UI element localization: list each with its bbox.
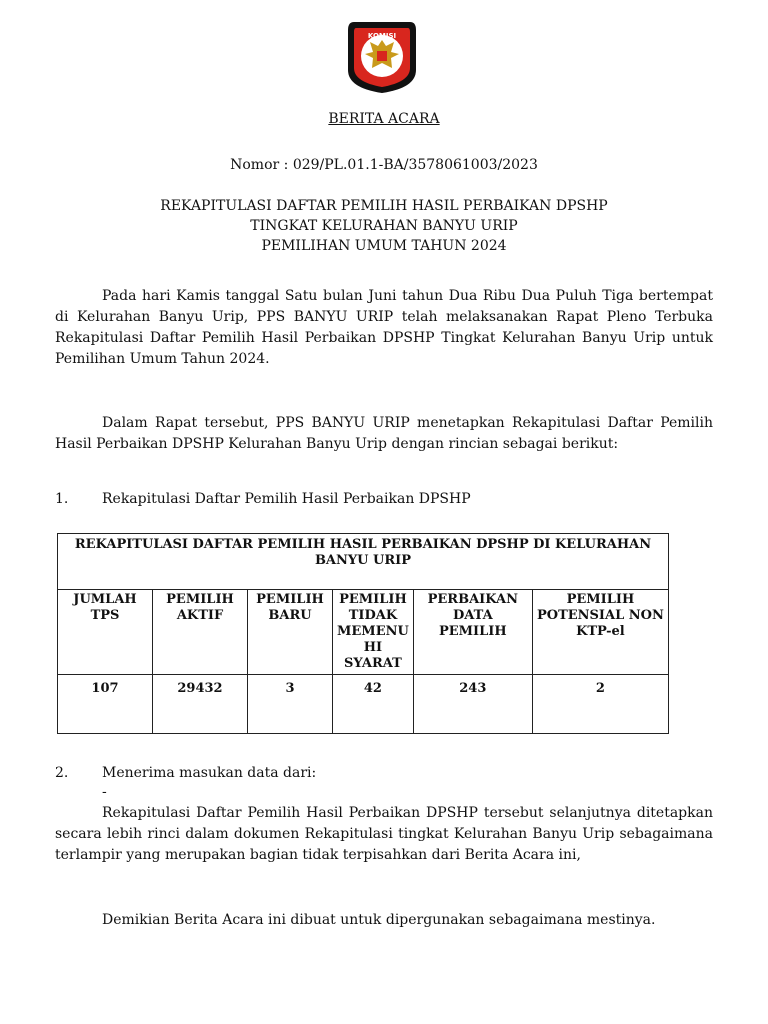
subtitle-line: REKAPITULASI DAFTAR PEMILIH HASIL PERBAIKAN DPSHP (160, 198, 608, 214)
header-pemilih-baru: PEMILIH BARU (248, 590, 333, 675)
value-perbaikan-data: 243 (413, 675, 532, 734)
determination-paragraph (55, 803, 713, 866)
value-jumlah-tps: 107 (58, 675, 153, 734)
list-item-2 (55, 765, 316, 781)
value-pemilih-aktif: 29432 (153, 675, 248, 734)
table-row (58, 675, 669, 734)
header-perbaikan-data: PERBAIKAN DATA PEMILIH (413, 590, 532, 675)
document-number: Nomor : 029/PL.01.1-BA/3578061003/2023 (230, 157, 538, 173)
paragraph-text: Rekapitulasi Daftar Pemilih Hasil Perbaikan DPSHP tersebut selanjutnya ditetapkan secara lebih rinci dalam dokumen Rekapitulasi tingkat Kelurahan Banyu Urip sebagaimana terlampir yang merupakan bagian tidak terpisahkan dari Berita Acara ini, (55, 805, 713, 863)
header-jumlah-tps: JUMLAH TPS (58, 590, 153, 675)
header-pemilih-aktif: PEMILIH AKTIF (153, 590, 248, 675)
svg-text:KOMISI: KOMISI (367, 32, 397, 40)
subtitle-line: TINGKAT KELURAHAN BANYU URIP (250, 218, 518, 234)
list-text: Menerima masukan data dari: (102, 765, 317, 781)
list-dash: - (102, 784, 107, 800)
paragraph-text: Dalam Rapat tersebut, PPS BANYU URIP menetapkan Rekapitulasi Daftar Pemilih Hasil Perbaikan DPSHP Kelurahan Banyu Urip dengan rincian sebagai berikut: (55, 415, 713, 452)
document-subtitle (0, 196, 768, 256)
list-item-1 (55, 491, 471, 507)
table-header-row (58, 590, 669, 675)
kpu-logo (346, 18, 418, 94)
table-caption: REKAPITULASI DAFTAR PEMILIH HASIL PERBAIKAN DPSHP DI KELURAHAN BANYU URIP (58, 534, 669, 590)
subtitle-line: PEMILIHAN UMUM TAHUN 2024 (261, 238, 507, 254)
list-number: 2. (55, 765, 69, 781)
header-pemilih-tms: PEMILIH TIDAK MEMENU HI SYARAT (333, 590, 414, 675)
value-pemilih-baru: 3 (248, 675, 333, 734)
list-text: Rekapitulasi Daftar Pemilih Hasil Perbaikan DPSHP (102, 491, 471, 507)
closing-statement: Demikian Berita Acara ini dibuat untuk dipergunakan sebagaimana mestinya. (102, 912, 656, 928)
document-title: BERITA ACARA (328, 111, 440, 127)
header-pemilih-potensial: PEMILIH POTENSIAL NON KTP-el (532, 590, 668, 675)
value-pemilih-tms: 42 (333, 675, 414, 734)
meeting-paragraph (55, 413, 713, 455)
opening-paragraph (55, 286, 713, 370)
paragraph-text: Pada hari Kamis tanggal Satu bulan Juni tahun Dua Ribu Dua Puluh Tiga bertempat di Kelurahan Banyu Urip, PPS BANYU URIP telah melaksanakan Rapat Pleno Terbuka Rekapitulasi Daftar Pemilih Hasil Perbaikan DPSHP Tingkat Kelurahan Banyu Urip untuk Pemilihan Umum Tahun 2024. (55, 288, 713, 367)
value-pemilih-potensial: 2 (532, 675, 668, 734)
recap-table (57, 533, 669, 734)
list-number: 1. (55, 491, 69, 507)
